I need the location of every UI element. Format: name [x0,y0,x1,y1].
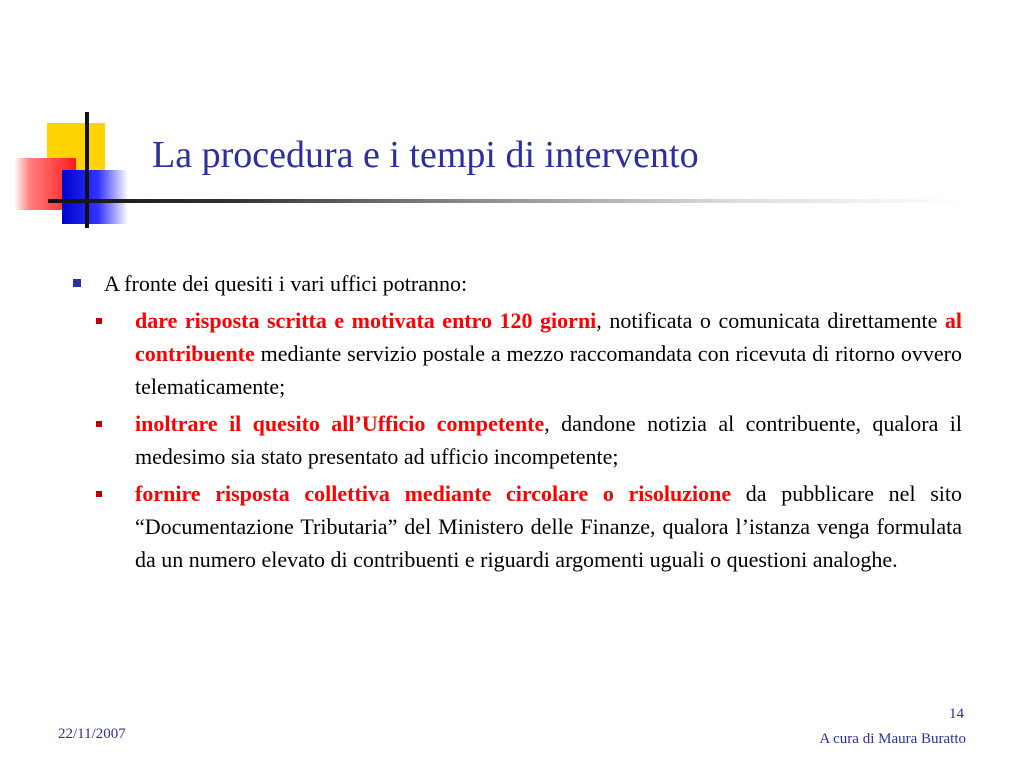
bullet-3-text: da pubblicare nel sito “Documentazione Tributaria” del Ministero delle Finanze, qualora l’istanza venga formulata da un numero elevato di contribuenti e riguardi argomenti uguali o questioni analoghe. [135,481,962,572]
bullet-3-highlight: fornire risposta collettiva mediante circolare o risoluzione [135,481,732,506]
intro-text: A fronte dei quesiti i vari uffici potranno: [104,271,468,296]
title-underline [48,199,968,203]
slide-body [70,267,962,580]
bullet-2-highlight: inoltrare il quesito all’Ufficio competente [135,411,545,436]
square-bullet-icon [96,491,102,497]
vertical-line-decoration [85,112,89,228]
bullet-1-highlight-2: al contribuente [135,308,962,366]
intro-bullet [70,267,962,300]
bullet-1-text-b: mediante servizio postale a mezzo raccomandata con ricevuta di ritorno ovvero telematicamente; [135,341,962,399]
footer-date: 22/11/2007 [58,726,126,742]
bullet-1-text-a: , notificata o comunicata direttamente [596,308,945,333]
sub-bullet-2 [70,407,962,473]
sub-bullet-3 [70,477,962,576]
square-bullet-icon [73,279,81,287]
blue-square-decoration [62,170,128,224]
square-bullet-icon [96,318,102,324]
slide-title: La procedura e i tempi di intervento [152,134,699,176]
bullet-2-text: , dandone notizia al contribuente, qualora il medesimo sia stato presentato ad ufficio incompetente; [135,411,963,469]
sub-bullet-1 [70,304,962,403]
title-decoration [0,0,1024,240]
page-number: 14 [949,706,964,722]
square-bullet-icon [96,421,102,427]
footer-author: A cura di Maura Buratto [819,731,966,747]
bullet-1-highlight: dare risposta scritta e motivata entro 120 giorni [135,308,597,333]
